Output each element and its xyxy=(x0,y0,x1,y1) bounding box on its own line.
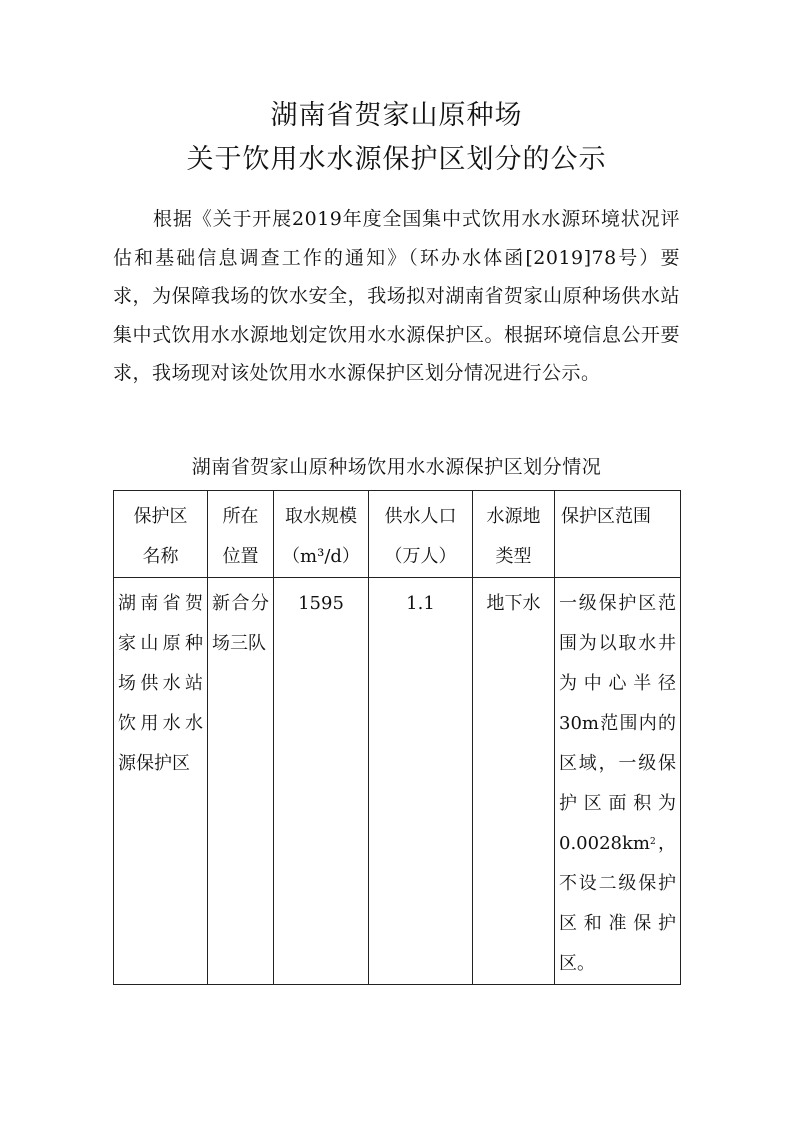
cell-population xyxy=(369,578,473,985)
header-population-line-2: （万人） xyxy=(384,546,457,567)
scope-value xyxy=(559,578,676,984)
header-scope-line-1: 保护区范围 xyxy=(561,506,651,527)
scope-text-tail: ，不设二级保护区和准保护区。 xyxy=(559,833,676,974)
protection-zone-table xyxy=(113,490,681,985)
header-source-type-line-1: 水源地 xyxy=(486,506,541,527)
page-title-line-2: 关于饮用水水源保护区划分的公示 xyxy=(186,144,607,175)
header-scope xyxy=(555,491,681,578)
table-header-row xyxy=(114,491,681,578)
header-location-line-2: 位置 xyxy=(222,546,259,567)
population-value: 1.1 xyxy=(406,593,435,614)
cell-scope xyxy=(555,578,681,985)
header-zone-name xyxy=(114,491,208,578)
cell-zone-name xyxy=(114,578,208,985)
notice-body: 根据《关于开展2019年度全国集中式饮用水水源环境状况评估和基础信息调查工作的通知》（环办水体函[2019]78号）要求，为保障我场的饮水安全，我场拟对湖南省贺家山原种场供水站集中式饮用水水源地划定饮用水水源保护区。根据环境信息公开要求，我场现对该处饮用水水源保护区划分情况进行公示。 xyxy=(113,208,680,385)
header-population-line-1: 供水人口 xyxy=(384,506,457,527)
header-zone-name-line-1: 保护区 xyxy=(133,506,188,527)
header-source-type-line-2: 类型 xyxy=(495,546,532,567)
cell-intake xyxy=(274,578,369,985)
table-caption: 湖南省贺家山原种场饮用水水源保护区划分情况 xyxy=(191,456,602,478)
header-zone-name-line-2: 名称 xyxy=(142,546,179,567)
cell-source-type xyxy=(473,578,555,985)
header-intake-line-2: （m³/d） xyxy=(282,546,360,567)
header-intake xyxy=(274,491,369,578)
zone-name-value: 湖南省贺家山原种场供水站饮用水水源保护区 xyxy=(118,593,203,774)
cell-location xyxy=(208,578,274,985)
header-source-type xyxy=(473,491,555,578)
header-intake-line-1: 取水规模 xyxy=(285,506,357,527)
source-type-value: 地下水 xyxy=(486,593,541,614)
intake-value: 1595 xyxy=(298,593,344,614)
scope-superscript: 2 xyxy=(649,837,656,847)
scope-text-main: 一级保护区范围为以取水井为中心半径30m范围内的区域，一级保护区面积为0.0028km xyxy=(559,593,676,854)
table-row xyxy=(114,578,681,985)
header-location-line-1: 所在 xyxy=(222,506,259,527)
header-population xyxy=(369,491,473,578)
header-location xyxy=(208,491,274,578)
page-title-line-1: 湖南省贺家山原种场 xyxy=(270,100,523,131)
location-value: 新合分场三队 xyxy=(212,593,269,654)
